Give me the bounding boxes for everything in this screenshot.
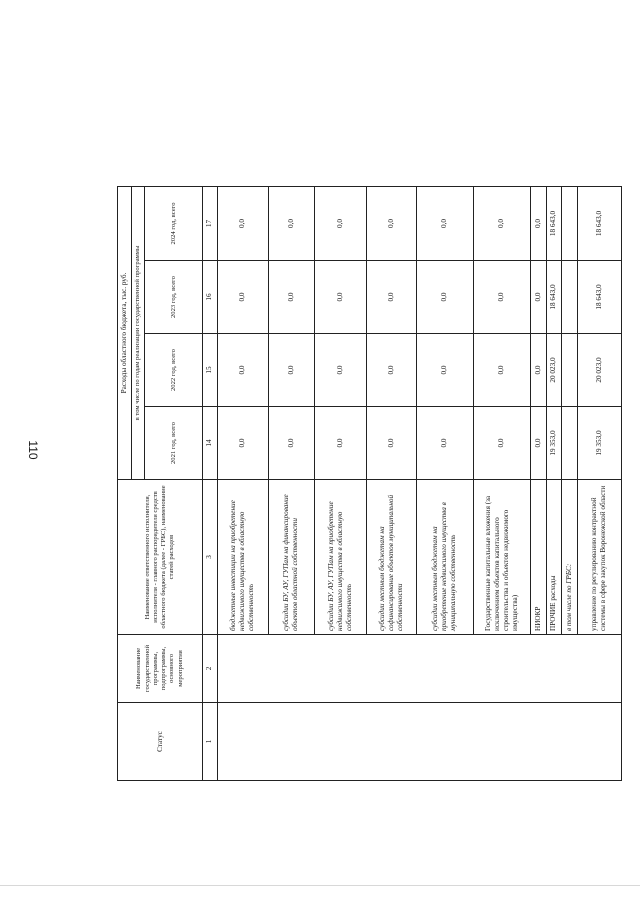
row-label: субсидии местным бюджетам на софинансирование объектов муниципальной собственности bbox=[367, 480, 417, 635]
row-value: 0,0 bbox=[268, 407, 315, 480]
row-value: 0,0 bbox=[473, 334, 531, 407]
row-value bbox=[562, 186, 578, 260]
row-value: 0,0 bbox=[367, 186, 417, 260]
budget-table bbox=[117, 186, 622, 781]
row-value: 0,0 bbox=[315, 261, 367, 334]
header-year-2024: 2024 год, всего bbox=[145, 186, 203, 260]
column-index-row bbox=[203, 186, 217, 780]
header-status: Статус bbox=[118, 703, 203, 781]
scan-edge-line bbox=[0, 885, 640, 886]
row-label: Государственные капитальные вложения (за исключением объектов капитального строительства и объектов недвижимого имущества) bbox=[473, 480, 531, 635]
row-value: 0,0 bbox=[473, 407, 531, 480]
header-year-2023: 2023 год, всего bbox=[145, 261, 203, 334]
header-budget-group: Расходы областного бюджета, тыс. руб. bbox=[118, 186, 132, 479]
index-cell: 14 bbox=[203, 407, 217, 480]
row-value: 0,0 bbox=[315, 334, 367, 407]
index-cell: 15 bbox=[203, 334, 217, 407]
row-value: 18 643,0 bbox=[577, 186, 621, 260]
row-label: субсидии БУ, АУ, ГУПам на приобретение недвижимого имущества в областную собственность bbox=[315, 480, 367, 635]
row-value: 0,0 bbox=[417, 186, 474, 260]
table-row bbox=[217, 186, 268, 780]
row-value: 0,0 bbox=[367, 261, 417, 334]
row-value bbox=[562, 334, 578, 407]
row-value: 19 353,0 bbox=[546, 407, 562, 480]
row-value: 0,0 bbox=[417, 261, 474, 334]
row-value: 0,0 bbox=[417, 407, 474, 480]
row-value: 18 643,0 bbox=[546, 186, 562, 260]
index-cell: 1 bbox=[203, 703, 217, 781]
row-value: 19 353,0 bbox=[577, 407, 621, 480]
header-year-2022: 2022 год, всего bbox=[145, 334, 203, 407]
index-cell: 3 bbox=[203, 480, 217, 635]
row-label: субсидии БУ, АУ, ГУПам на финансирование объектов областной собственности bbox=[268, 480, 315, 635]
row-label: субсидии местным бюджетам на приобретение недвижимого имущества в муниципальную собственность bbox=[417, 480, 474, 635]
row-value: 0,0 bbox=[473, 261, 531, 334]
row-value: 18 643,0 bbox=[577, 261, 621, 334]
row-value: 0,0 bbox=[531, 334, 547, 407]
row-value: 0,0 bbox=[531, 407, 547, 480]
row-value: 0,0 bbox=[531, 261, 547, 334]
row-value: 0,0 bbox=[367, 407, 417, 480]
row-label: НИОКР bbox=[531, 480, 547, 635]
header-year-2021: 2021 год, всего bbox=[145, 407, 203, 480]
row-value: 0,0 bbox=[417, 334, 474, 407]
row-value: 0,0 bbox=[315, 407, 367, 480]
header-program: Наименование государственной программы, подпрограммы, основного мероприятия bbox=[118, 635, 203, 703]
index-cell: 16 bbox=[203, 261, 217, 334]
row-label: в том числе по ГРБС: bbox=[562, 480, 578, 635]
row-value: 0,0 bbox=[268, 334, 315, 407]
row-label: управление по регулированию контрактной системы в сфере закупок Воронежской области bbox=[577, 480, 621, 635]
row-value: 20 023,0 bbox=[577, 334, 621, 407]
budget-table-wrapper bbox=[117, 187, 622, 781]
row-value: 18 643,0 bbox=[546, 261, 562, 334]
row-value: 0,0 bbox=[217, 261, 268, 334]
row-value: 0,0 bbox=[268, 261, 315, 334]
row-value: 0,0 bbox=[531, 186, 547, 260]
row-value: 0,0 bbox=[268, 186, 315, 260]
row-value: 0,0 bbox=[367, 334, 417, 407]
row-value: 0,0 bbox=[217, 186, 268, 260]
row-value bbox=[562, 261, 578, 334]
row-label: бюджетные инвестиции на приобретение недвижимого имущества в областную собственность bbox=[217, 480, 268, 635]
row-value: 0,0 bbox=[315, 186, 367, 260]
row-value: 0,0 bbox=[217, 334, 268, 407]
row-label: ПРОЧИЕ расходы bbox=[546, 480, 562, 635]
status-cell bbox=[217, 703, 621, 781]
header-subgroup: в том числе по годам реализации государственной программы bbox=[132, 186, 145, 479]
row-value: 0,0 bbox=[217, 407, 268, 480]
page-number: 110 bbox=[26, 440, 40, 460]
row-value bbox=[562, 407, 578, 480]
header-executor: Наименование ответственного исполнителя, исполнителя - главного распорядителя средств областного бюджета (далее - ГРБС), наименование статей расходов bbox=[118, 480, 203, 635]
row-value: 0,0 bbox=[473, 186, 531, 260]
index-cell: 2 bbox=[203, 635, 217, 703]
program-cell bbox=[217, 635, 621, 703]
row-value: 20 023,0 bbox=[546, 334, 562, 407]
index-cell: 17 bbox=[203, 186, 217, 260]
